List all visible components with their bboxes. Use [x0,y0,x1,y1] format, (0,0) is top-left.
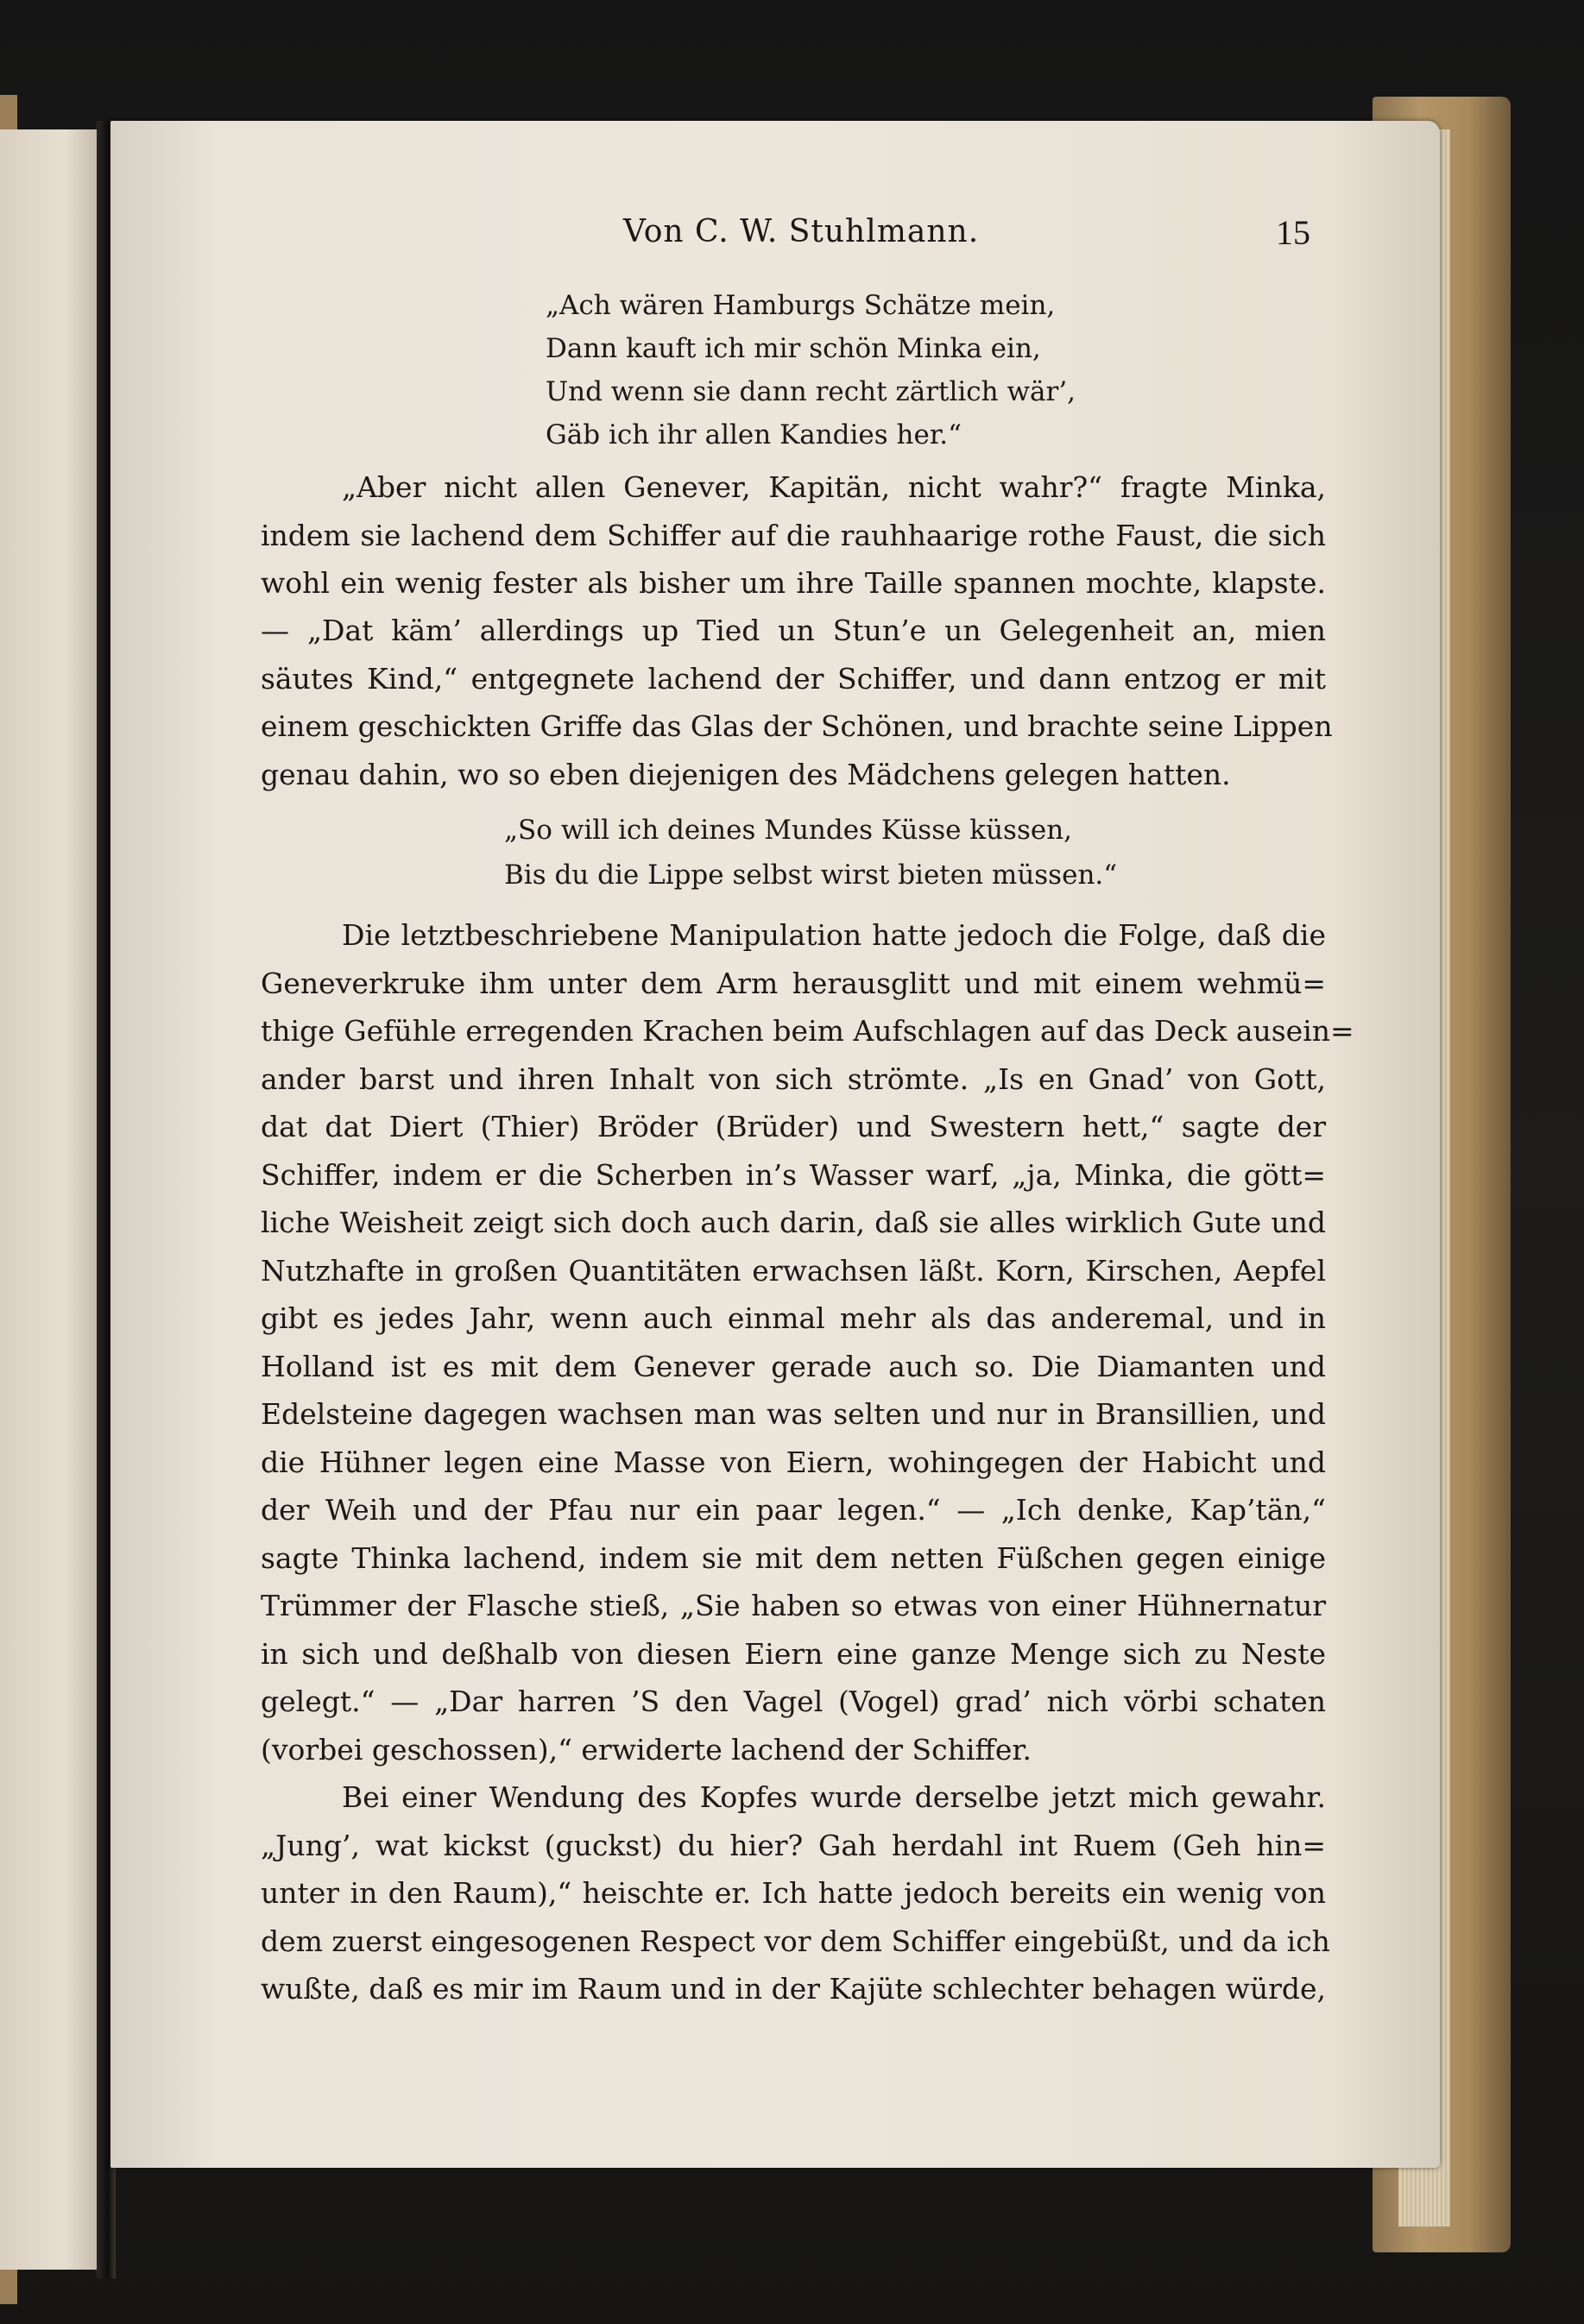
text-line: die Hühner legen eine Masse von Eiern, wohingegen der Habicht und [261,1445,1326,1479]
text-line: Edelsteine dagegen wachsen man was selten und nur in Bransillien, und [261,1397,1326,1431]
verse-line: Gäb ich ihr allen Kandies her.“ [546,419,962,450]
left-page-edge [0,129,108,2270]
text-line: ander barst und ihren Inhalt von sich strömte. „Is en Gnad’ von Gott, [261,1062,1326,1096]
text-line: Schiffer, indem er die Scherben in’s Wasser warf, „ja, Minka, die gött= [261,1158,1326,1192]
text-line: in sich und deßhalb von diesen Eiern eine ganze Menge sich zu Neste [261,1637,1326,1671]
running-title: Von C. W. Stuhlmann. [623,214,980,249]
text-line: Die letztbeschriebene Manipulation hatte jedoch die Folge, daß die [342,918,1326,952]
verse-line: Und wenn sie dann recht zärtlich wär’, [546,376,1076,407]
text-line: dat dat Diert (Thier) Bröder (Brüder) und Swestern hett,“ sagte der [261,1110,1326,1143]
text-line: der Weih und der Pfau nur ein paar legen.“ — „Ich denke, Kap’tän,“ [261,1493,1326,1527]
text-line: einem geschickten Griffe das Glas der Schönen, und brachte seine Lippen [261,709,1333,743]
text-line: gelegt.“ — „Dar harren ’S den Vagel (Vogel) grad’ nich vörbi schaten [261,1685,1326,1718]
text-line: (vorbei geschossen),“ erwiderte lachend der Schiffer. [261,1733,1032,1767]
verse-line: „Ach wären Hamburgs Schätze mein, [546,290,1056,321]
text-line: thige Gefühle erregenden Krachen beim Aufschlagen auf das Deck ausein= [261,1014,1354,1048]
text-line: Holland ist es mit dem Genever gerade auch so. Die Diamanten und [261,1350,1326,1383]
text-line: „Aber nicht allen Genever, Kapitän, nicht wahr?“ fragte Minka, [342,470,1326,504]
verse-line: Bis du die Lippe selbst wirst bieten müssen.“ [504,860,1118,891]
text-line: gibt es jedes Jahr, wenn auch einmal mehr als das anderemal, und in [261,1301,1326,1335]
page-number: 15 [1276,213,1310,252]
text-line: dem zuerst eingesogenen Respect vor dem Schiffer eingebüßt, und da ich [261,1924,1330,1958]
verse-line: „So will ich deines Mundes Küsse küssen, [504,815,1073,846]
text-line: säutes Kind,“ entgegnete lachend der Schiffer, und dann entzog er mit [261,662,1326,696]
text-line: „Jung’, wat kickst (guckst) du hier? Gah herdahl int Ruem (Geh hin= [261,1829,1326,1862]
text-line: liche Weisheit zeigt sich doch auch darin, daß sie alles wirklich Gute und [261,1206,1326,1239]
text-line: Trümmer der Flasche stieß, „Sie haben so etwas von einer Hühnernatur [261,1589,1326,1622]
text-line: sagte Thinka lachend, indem sie mit dem netten Füßchen gegen einige [261,1541,1326,1575]
text-line: wußte, daß es mir im Raum und in der Kajüte schlechter behagen würde, [261,1972,1326,2006]
text-line: — „Dat käm’ allerdings up Tied un Stun’e un Gelegenheit an, mien [261,614,1326,647]
text-line: Nutzhafte in großen Quantitäten erwachsen läßt. Korn, Kirschen, Aepfel [261,1254,1326,1288]
verse-line: Dann kauft ich mir schön Minka ein, [546,333,1041,364]
text-line: genau dahin, wo so eben diejenigen des Mädchens gelegen hatten. [261,758,1231,791]
text-line: Geneverkruke ihm unter dem Arm herausglitt und mit einem wehmü= [261,967,1326,1000]
text-line: indem sie lachend dem Schiffer auf die rauhhaarige rothe Faust, die sich [261,519,1326,552]
text-line: Bei einer Wendung des Kopfes wurde derselbe jetzt mich gewahr. [342,1780,1326,1814]
text-line: wohl ein wenig fester als bisher um ihre Taille spannen mochte, klapste. [261,566,1326,600]
text-line: unter in den Raum),“ heischte er. Ich hatte jedoch bereits ein wenig von [261,1876,1326,1910]
